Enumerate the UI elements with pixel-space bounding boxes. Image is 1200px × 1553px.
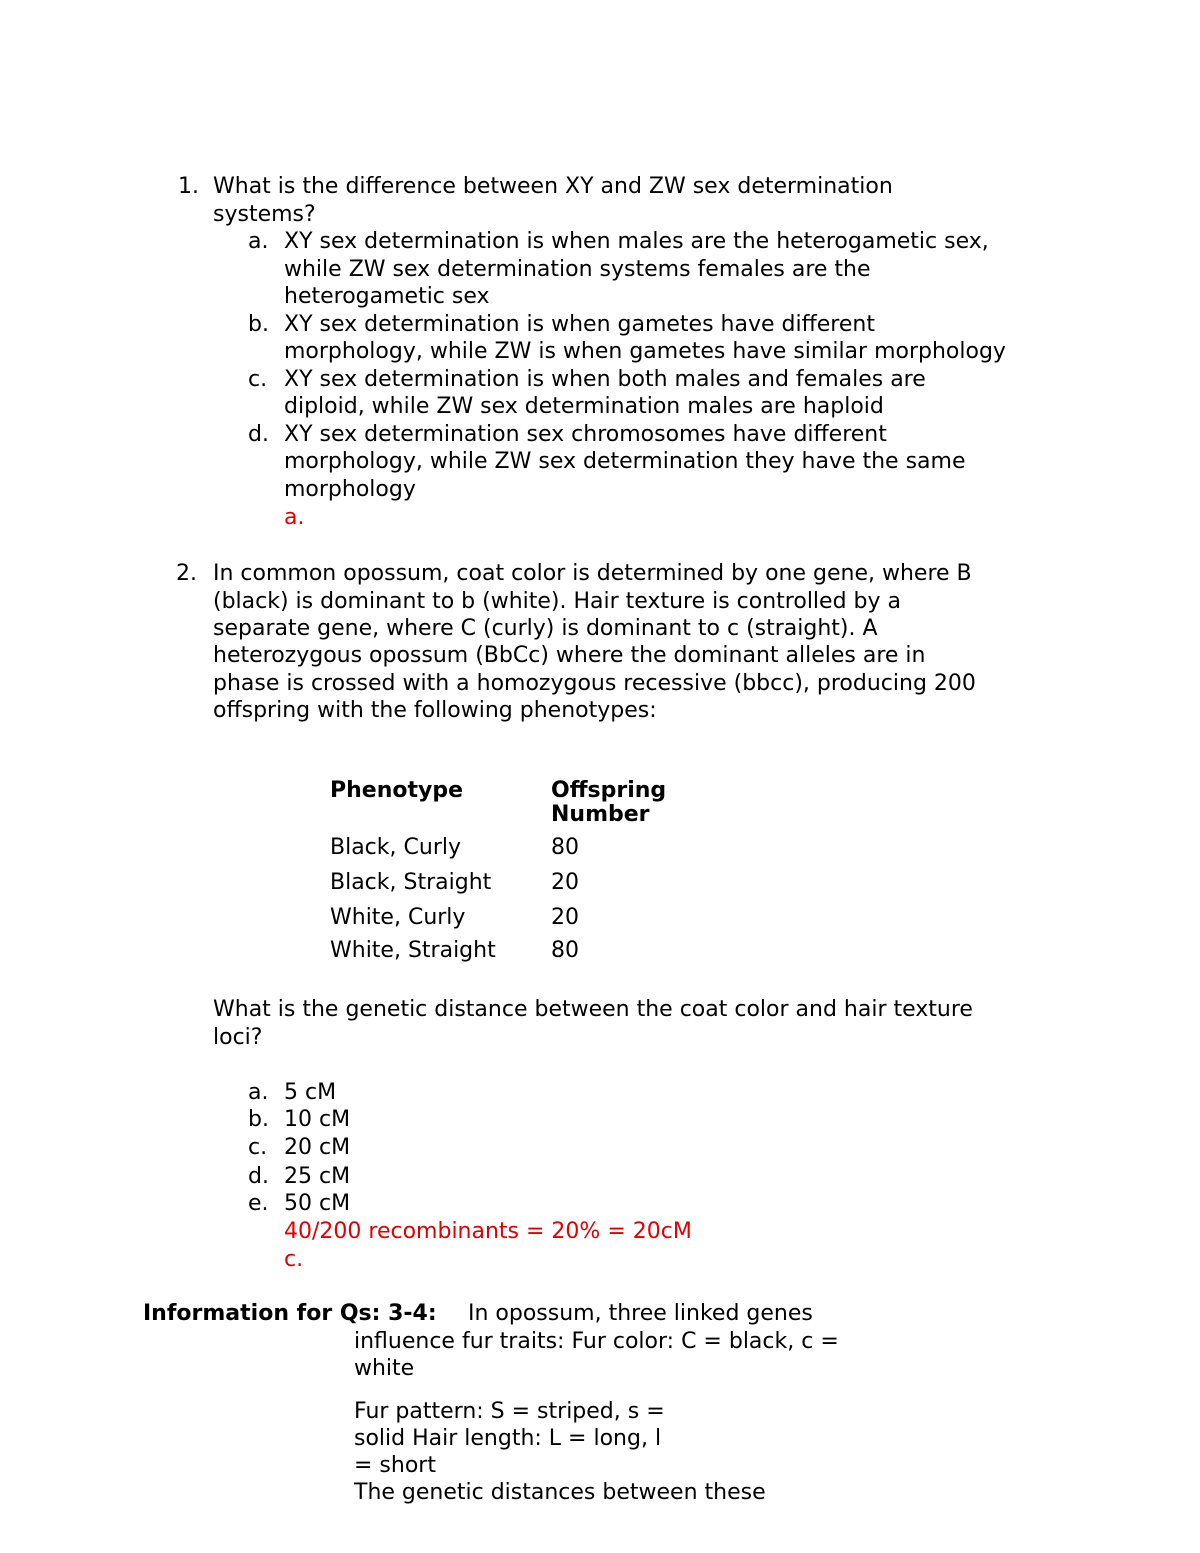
q1-option-c-letter: c. — [248, 367, 268, 392]
q1-option-d-line-1: XY sex determination sex chromosomes have different — [284, 422, 887, 447]
q1-option-d-letter: d. — [248, 422, 269, 447]
q1-option-a-letter: a. — [248, 229, 269, 254]
q1-option-c-line-2: diploid, while ZW sex determination males are haploid — [284, 394, 884, 419]
q1-answer: a. — [284, 505, 305, 530]
table-cell-phenotype: White, Straight — [330, 938, 496, 963]
table-header-phenotype: Phenotype — [330, 778, 464, 803]
q1-option-a-line-3: heterogametic sex — [284, 284, 490, 309]
q1-option-c-line-1: XY sex determination is when both males and females are — [284, 367, 926, 392]
table-cell-phenotype: Black, Curly — [330, 835, 461, 860]
q2-number: 2. — [176, 561, 197, 586]
q2-answer-work: 40/200 recombinants = 20% = 20cM — [284, 1219, 692, 1244]
q1-option-a-line-2: while ZW sex determination systems females are the — [284, 257, 871, 282]
q2-answer: c. — [284, 1247, 304, 1272]
q2-text-line-2: (black) is dominant to b (white). Hair texture is controlled by a — [213, 589, 901, 614]
q1-number: 1. — [178, 174, 199, 199]
q1-option-b-line-2: morphology, while ZW is when gametes have similar morphology — [284, 339, 1006, 364]
q2-text-line-1: In common opossum, coat color is determined by one gene, where B — [213, 561, 972, 586]
table-cell-phenotype: Black, Straight — [330, 870, 492, 895]
table-cell-count: 20 — [551, 905, 579, 930]
q1-option-a-line-1: XY sex determination is when males are the heterogametic sex, — [284, 229, 989, 254]
info-line-4: Fur pattern: S = striped, s = — [354, 1399, 665, 1424]
q2-option-a-text: 5 cM — [284, 1080, 337, 1105]
q2-text-line-3: separate gene, where C (curly) is dominant to c (straight). A — [213, 616, 878, 641]
q2-option-d-letter: d. — [248, 1164, 269, 1189]
info-line-3: white — [354, 1356, 415, 1381]
q2-option-a-letter: a. — [248, 1080, 269, 1105]
q2-text-line-4: heterozygous opossum (BbCc) where the dominant alleles are in — [213, 643, 926, 668]
q2-option-b-letter: b. — [248, 1107, 269, 1132]
info-line-6: = short — [354, 1453, 436, 1478]
q1-option-b-line-1: XY sex determination is when gametes have different — [284, 312, 875, 337]
q2-option-d-text: 25 cM — [284, 1164, 351, 1189]
q2-text-line-5: phase is crossed with a homozygous recessive (bbcc), producing 200 — [213, 671, 976, 696]
q1-text-line-2: systems? — [213, 202, 316, 227]
info-line-5: solid Hair length: L = long, l — [354, 1426, 662, 1451]
table-header-offspring: Offspring — [551, 778, 667, 803]
q1-option-d-line-2: morphology, while ZW sex determination they have the same — [284, 449, 966, 474]
q2-question-line-1: What is the genetic distance between the coat color and hair texture — [213, 997, 973, 1022]
q1-option-b-letter: b. — [248, 312, 269, 337]
q1-option-d-line-3: morphology — [284, 477, 416, 502]
table-cell-count: 80 — [551, 938, 579, 963]
q2-option-c-letter: c. — [248, 1135, 268, 1160]
q2-option-e-letter: e. — [248, 1191, 269, 1216]
q1-text-line-1: What is the difference between XY and ZW sex determination — [213, 174, 893, 199]
q2-option-c-text: 20 cM — [284, 1135, 351, 1160]
table-header-number: Number — [551, 802, 650, 827]
table-cell-phenotype: White, Curly — [330, 905, 466, 930]
table-cell-count: 20 — [551, 870, 579, 895]
table-cell-count: 80 — [551, 835, 579, 860]
info-line-1: In opossum, three linked genes — [468, 1301, 813, 1326]
info-label: Information for Qs: 3-4: — [143, 1301, 437, 1326]
q2-text-line-6: offspring with the following phenotypes: — [213, 698, 657, 723]
info-line-7: The genetic distances between these — [354, 1480, 766, 1505]
info-line-2: influence fur traits: Fur color: C = black, c = — [354, 1329, 839, 1354]
q2-question-line-2: loci? — [213, 1025, 263, 1050]
q2-option-b-text: 10 cM — [284, 1107, 351, 1132]
q2-option-e-text: 50 cM — [284, 1191, 351, 1216]
